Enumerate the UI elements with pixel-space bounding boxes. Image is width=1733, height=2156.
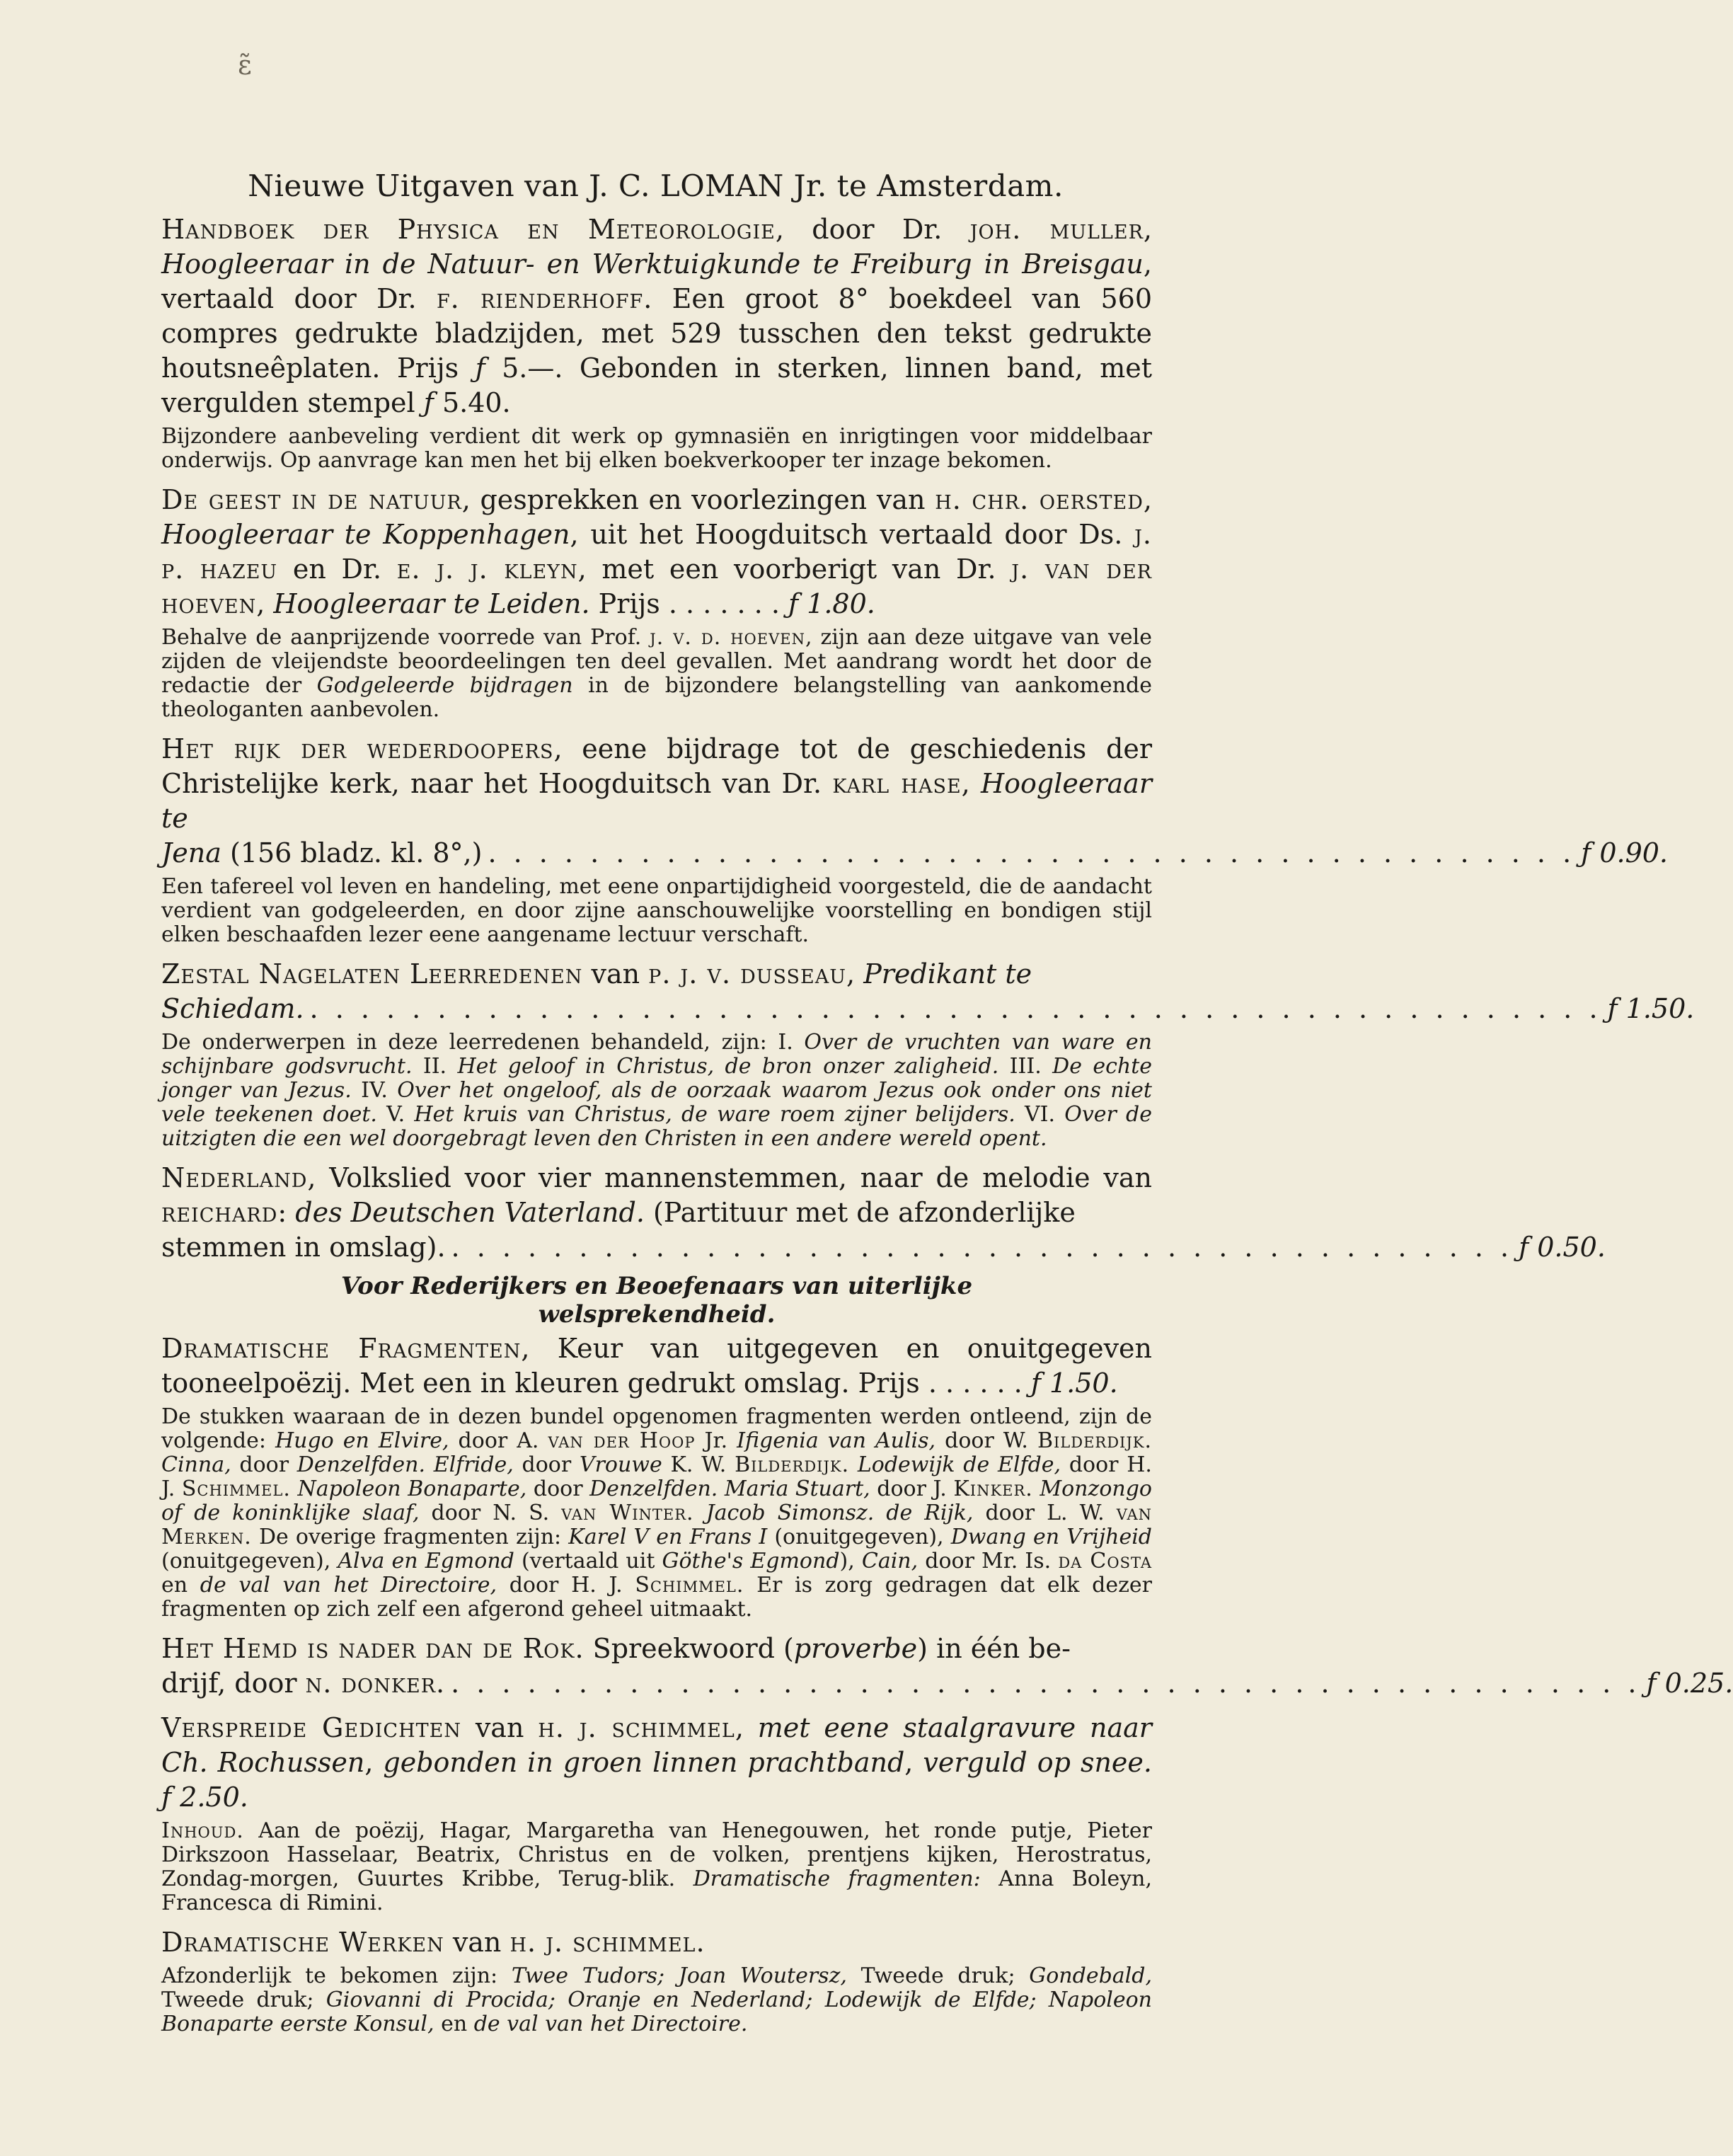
- leader-dots: . . . . . . .: [660, 588, 788, 619]
- text: K. W.: [662, 1452, 735, 1477]
- text: door Mr. Is.: [918, 1549, 1059, 1573]
- text: door H. J.: [161, 1452, 1152, 1501]
- price: ƒ 1.80.: [788, 588, 875, 619]
- text: , zijn aan deze uitgave van vele zijden de vleijendste beoordeelingen ten deel gevallen. Met aandrang wordt het door de redactie der: [161, 625, 1152, 698]
- place: Schiedam.: [161, 993, 304, 1024]
- text: De overige fragmenten zijn:: [251, 1525, 569, 1549]
- book-title: Dramatische Fragmenten: [161, 1333, 522, 1364]
- name: Vrouwe: [579, 1452, 662, 1477]
- author-name: h. j. schimmel.: [509, 1927, 706, 1958]
- author-title: Hoogleeraar te: [161, 768, 1152, 834]
- text: Jr.: [695, 1428, 737, 1453]
- text: , vertaald door Dr.: [161, 248, 1152, 314]
- text: ,: [1143, 484, 1152, 515]
- text: Er is zorg gedragen dat elk dezer fragmenten op zich zelf een afgerond geheel uitmaakt.: [161, 1573, 1152, 1622]
- sermon-title: Over de vruchten van ware en schijnbare godsvrucht.: [161, 1030, 1153, 1079]
- entry-note: Bijzondere aanbeveling verdient dit werk op gymnasiën en inrigtingen voor middelbaar onderwijs. Op aanvrage kan men het bij elken boekverkooper ter inzage bekomen.: [161, 424, 1152, 473]
- florin-sign: ƒ: [475, 352, 485, 384]
- author-name: joh. muller: [969, 214, 1144, 245]
- text: [849, 1452, 858, 1477]
- price: 5.40.: [433, 387, 511, 418]
- book-title: Dramatische Werken: [161, 1927, 444, 1958]
- text: :: [277, 1197, 296, 1228]
- book-title: Zestal Nagelaten Leerredenen: [161, 958, 583, 990]
- translator-name: e. j. j. kleyn: [396, 554, 578, 585]
- entry-note: [161, 1405, 1152, 1622]
- text: , met een voorberigt van Dr.: [577, 554, 1012, 585]
- book-title: Nederland: [161, 1162, 308, 1193]
- spacer: [161, 473, 1152, 483]
- text: (onuitgegeven),: [161, 1549, 338, 1573]
- sermon-title: De echte jonger van Jezus.: [161, 1054, 1153, 1103]
- text: ),: [839, 1549, 862, 1573]
- entry-dramatische-fragmenten: [161, 1331, 1152, 1622]
- text: ,: [1143, 214, 1152, 245]
- text: ,: [256, 588, 274, 619]
- sermon-title: Over de uitzigten die een wel doorgebragt leven den Christen in een andere wereld opent.: [161, 1102, 1153, 1151]
- text: en: [161, 1573, 200, 1598]
- play-title: Napoleon Bonaparte,: [297, 1476, 527, 1501]
- text: V.: [376, 1102, 415, 1127]
- text: Tweede druk;: [161, 1988, 326, 2012]
- entry-title: [161, 1925, 1152, 1960]
- name: Denzelfden.: [589, 1476, 718, 1501]
- text: 5.—. Gebonden in sterken, linnen band, met vergulden stempel: [161, 352, 1152, 418]
- text: [718, 1476, 725, 1501]
- entry-handboek-physica: [161, 212, 1152, 473]
- price-line: [161, 1666, 1733, 1701]
- author-title: Predikant te: [863, 958, 1032, 990]
- place: Jena: [161, 837, 221, 868]
- play-title: Alva en Egmond: [338, 1549, 514, 1573]
- name: van Winter.: [561, 1501, 694, 1525]
- spacer: [161, 947, 1152, 957]
- entry-rijk-wederdoopers: [161, 732, 1669, 947]
- book-title: Het Hemd is nader dan de Rok.: [161, 1633, 585, 1664]
- name: j. v. d. hoeven: [650, 625, 805, 650]
- text: door N. S.: [419, 1501, 562, 1525]
- translator-name: j. p. hazeu: [161, 519, 1152, 585]
- text: van: [461, 1712, 539, 1743]
- text: , eene bijdrage tot de geschiedenis der Christelijke kerk, naar het Hoogduitsch van Dr.: [161, 733, 1152, 799]
- play-title: Gondebald,: [1029, 1963, 1152, 1988]
- text: De stukken waaraan de in dezen bundel opgenomen fragmenten werden ontleend, zijn de volgende:: [161, 1404, 1152, 1453]
- text: door J.: [870, 1476, 954, 1501]
- leader-dots: . . . . . . . . . . . . . . . . . . . . . . . . . . . . . . . . . . . . . . . . . .: [451, 1232, 1514, 1263]
- name: Schimmel.: [181, 1476, 291, 1501]
- subheading: Dramatische fragmenten:: [693, 1867, 981, 1891]
- price: ƒ 2.50.: [161, 1782, 248, 1813]
- price: ƒ 1.50.: [1030, 1367, 1118, 1399]
- catalog-content: [161, 212, 1733, 2036]
- text: Spreekwoord (: [584, 1633, 794, 1664]
- entry-title: [161, 732, 1152, 836]
- name: van Merken.: [161, 1501, 1152, 1549]
- text: door H. J.: [497, 1573, 635, 1598]
- composer-name: reichard: [161, 1197, 278, 1228]
- text: (onuitgegeven),: [767, 1525, 951, 1549]
- text: (Partituur met de afzonderlijke: [644, 1197, 1076, 1228]
- author-title: Hoogleeraar in de Natuur- en Werktuigkunde te Freiburg in Breisgau: [161, 248, 1144, 280]
- book-title: De geest in de natuur: [161, 484, 462, 515]
- play-title: Dwang en Vrijheid: [950, 1525, 1153, 1549]
- entry-title: [161, 212, 1152, 420]
- leader-dots: . . . . . . . . . . . . . . . . . . . . . . . . . . . . . . . . . . . . . . . . . . . . . . .: [451, 1668, 1641, 1699]
- text: VI.: [1015, 1102, 1065, 1127]
- spacer: [161, 1701, 1152, 1711]
- melody-title: des Deutschen Vaterland.: [295, 1197, 645, 1228]
- text: van: [444, 1927, 510, 1958]
- entry-note: Een tafereel vol leven en handeling, met eene onpartijdigheid voorgesteld, die de aandacht verdient van godgeleerden, en door zijne aanschouwelijke voorstelling en bondigen stijl elken beschaafden lezer eene aangename lectuur verschaft.: [161, 874, 1152, 947]
- play-title: Jacob Simonsz. de Rijk,: [706, 1501, 974, 1525]
- edition-detail: verguld op snee.: [923, 1747, 1152, 1778]
- text: door: [526, 1476, 590, 1501]
- author-title: Hoogleeraar te Koppenhagen: [161, 519, 570, 550]
- text: III.: [998, 1054, 1053, 1079]
- text: (156 bladz. kl. 8°,): [221, 837, 483, 868]
- price: ƒ 0.25.: [1646, 1668, 1733, 1699]
- text: ,: [735, 1712, 758, 1743]
- name: Denzelfden.: [296, 1452, 425, 1477]
- entry-zestal-leerredenen: [161, 957, 1695, 1151]
- entry-note: [161, 1964, 1152, 2036]
- text: ,: [961, 768, 981, 799]
- leader-dots: . . . . . . . . . . . . . . . . . . . . . . . . . . . . . . . . . . . . . . . . . . .: [488, 837, 1576, 868]
- author-title: Hoogleeraar te Leiden.: [273, 588, 590, 619]
- text: ,: [904, 1747, 923, 1778]
- entry-geest-natuur: [161, 483, 1152, 722]
- text: ,: [364, 1747, 384, 1778]
- entry-nederland-volkslied: [161, 1161, 1606, 1265]
- play-title: Ifigenia van Aulis,: [737, 1428, 936, 1453]
- entry-title: [161, 957, 1152, 992]
- author-name: h. chr. oersted: [935, 484, 1144, 515]
- price-line: [161, 836, 1669, 871]
- price: ƒ 0.50.: [1519, 1232, 1606, 1263]
- play-title: Hugo en Elvire,: [275, 1428, 449, 1453]
- name: Bilderdijk.: [1037, 1428, 1152, 1453]
- text: Aan de poëzij, Hagar, Margaretha van Henegouwen, het ronde putje, Pieter Dirkszoon Hasselaar, Beatrix, Christus en de volken, prentjens kijken, Herostratus, Zondag-morgen, Guurtes Kribbe, Terug-blik.: [161, 1818, 1152, 1891]
- play-title: Maria Stuart,: [724, 1476, 870, 1501]
- name: van der Hoop: [548, 1428, 696, 1453]
- name: da Costa: [1058, 1549, 1152, 1573]
- play-title: Giovanni di Procida; Oranje en Nederland; Lodewijk de Elfde; Napoleon Bonaparte eerste Konsul,: [161, 1988, 1153, 2036]
- lead: [161, 1666, 445, 1701]
- book-title: Het rijk der wederdoopers: [161, 733, 554, 764]
- author-name: h. j. schimmel: [538, 1712, 735, 1743]
- text: , door Dr.: [775, 214, 970, 245]
- text: De onderwerpen in deze leerredenen behandeld, zijn: I.: [161, 1030, 805, 1055]
- text: II.: [412, 1054, 458, 1079]
- text: door A.: [449, 1428, 548, 1453]
- play-title: Lodewijk de Elfde,: [857, 1452, 1061, 1477]
- play-title: Cain,: [861, 1549, 919, 1573]
- author-name: karl hase: [832, 768, 962, 799]
- text: Prijs: [589, 588, 660, 619]
- price: ƒ 1.50.: [1607, 993, 1695, 1024]
- text: door W.: [935, 1428, 1037, 1453]
- text: door: [513, 1452, 580, 1477]
- play-title: Cinna,: [161, 1452, 231, 1477]
- name: Bilderdijk.: [735, 1452, 850, 1477]
- entry-note: [161, 1819, 1152, 1915]
- text: door: [231, 1452, 297, 1477]
- author-name: n. donker.: [305, 1668, 446, 1699]
- text: Anna Boleyn, Francesca di Rimini.: [161, 1867, 1153, 1915]
- entry-dramatische-werken: [161, 1925, 1152, 2036]
- page-header: Nieuwe Uitgaven van J. C. LOMAN Jr. te Amsterdam.: [248, 168, 1064, 203]
- entry-title: [161, 1632, 1152, 1666]
- text: ,: [846, 958, 864, 990]
- sermon-title: Het geloof in Christus, de bron onzer zaligheid.: [457, 1054, 999, 1079]
- entry-title: [161, 1161, 1152, 1230]
- leader-dots: . . . . . . . . . . . . . . . . . . . . . . . . . . . . . . . . . . . . . . . . . . . . . . . . . . .: [309, 993, 1602, 1024]
- text: [694, 1501, 706, 1525]
- author-name: p. j. v. dusseau: [648, 958, 847, 990]
- florin-sign: ƒ: [423, 387, 434, 418]
- entry-verspreide-gedichten: [161, 1711, 1152, 1915]
- leader-dots: . . . . . .: [919, 1367, 1031, 1399]
- spacer: [161, 722, 1152, 732]
- section-heading: [161, 1272, 1152, 1329]
- edition-detail: gebonden in groen linnen prachtband: [383, 1747, 905, 1778]
- lead: [161, 836, 482, 871]
- play-title: Monzongo of de koninklijke slaaf,: [161, 1476, 1152, 1525]
- text: [425, 1452, 434, 1477]
- sermon-title: Het kruis van Christus, de ware roem zijner belijders.: [414, 1102, 1015, 1127]
- entry-note: [161, 626, 1152, 722]
- entry-title: [161, 483, 1152, 621]
- text: , Volkslied voor vier mannenstemmen, naar de melodie van: [307, 1162, 1152, 1193]
- genre: proverbe: [793, 1633, 918, 1664]
- text: , gesprekken en voorlezingen van: [461, 484, 935, 515]
- price-line: [161, 992, 1695, 1026]
- edition-detail: met eene staalgravure naar Ch. Rochussen: [161, 1712, 1152, 1778]
- text: en: [434, 2012, 474, 2036]
- text: , uit het Hoogduitsch vertaald door Ds.: [570, 519, 1135, 550]
- text: van: [582, 958, 649, 990]
- text: stemmen in omslag).: [161, 1232, 446, 1263]
- spacer: [161, 1915, 1152, 1925]
- text: in de bijzondere belangstelling van aankomende theologanten aanbevolen.: [161, 673, 1152, 722]
- section-heading-line-1: Voor Rederijkers en Beoefenaars van uiterlijke: [340, 1272, 973, 1300]
- text: drijf, door: [161, 1668, 306, 1699]
- text: IV.: [351, 1078, 398, 1103]
- play-title: de val van het Directoire,: [200, 1573, 497, 1598]
- text: ) in één be-: [917, 1633, 1071, 1664]
- entry-note: [161, 1031, 1152, 1151]
- spacer: [161, 1622, 1152, 1632]
- price-line: [161, 1230, 1606, 1265]
- text: , Keur van uitgegeven en onuitgegeven tooneelpoëzij. Met een in kleuren gedrukt omslag. Prijs: [161, 1333, 1152, 1399]
- translator-name: f. rienderhoff: [436, 283, 644, 314]
- name: Schimmel.: [635, 1573, 744, 1598]
- price: ƒ 0.90.: [1581, 837, 1669, 868]
- text: [1033, 1476, 1040, 1501]
- play-title: Göthe's Egmond: [662, 1549, 840, 1573]
- entry-title: [161, 1331, 1152, 1401]
- play-title: Elfride,: [433, 1452, 514, 1477]
- text: Afzonderlijk te bekomen zijn:: [161, 1963, 512, 1988]
- section-heading-line-2: welsprekendheid.: [538, 1300, 776, 1329]
- text: (vertaald uit: [514, 1549, 662, 1573]
- foreword-author: j. van der hoeven: [161, 554, 1152, 619]
- play-title: Karel V en Frans I: [568, 1525, 768, 1549]
- sermon-title: Over het ongeloof, als de oorzaak waarom Jezus ook onder ons niet vele teekenen doet.: [161, 1078, 1152, 1127]
- text: . Een groot 8° boekdeel van 560 compres gedrukte bladzijden, met 529 tusschen den tekst gedrukte houtsneêplaten. Prijs: [161, 283, 1153, 384]
- text: Tweede druk;: [846, 1963, 1030, 1988]
- name: Kinker.: [953, 1476, 1033, 1501]
- book-title: Handboek der Physica en Meteorologie: [161, 214, 776, 245]
- journal-title: Godgeleerde bijdragen: [316, 673, 573, 698]
- entry-hemd-rok: [161, 1632, 1733, 1701]
- contents-label: Inhoud.: [161, 1818, 244, 1843]
- text: Behalve de aanprijzende voorrede van Prof.: [161, 625, 650, 650]
- library-mark: ɛ̃: [238, 50, 252, 81]
- spacer: [161, 1151, 1152, 1161]
- text: en Dr.: [277, 554, 397, 585]
- play-title: Twee Tudors; Joan Woutersz,: [511, 1963, 847, 1988]
- play-title: de val van het Directoire.: [473, 2012, 748, 2036]
- book-title: Verspreide Gedichten: [161, 1712, 461, 1743]
- entry-title: [161, 1711, 1152, 1815]
- text: door L. W.: [973, 1501, 1117, 1525]
